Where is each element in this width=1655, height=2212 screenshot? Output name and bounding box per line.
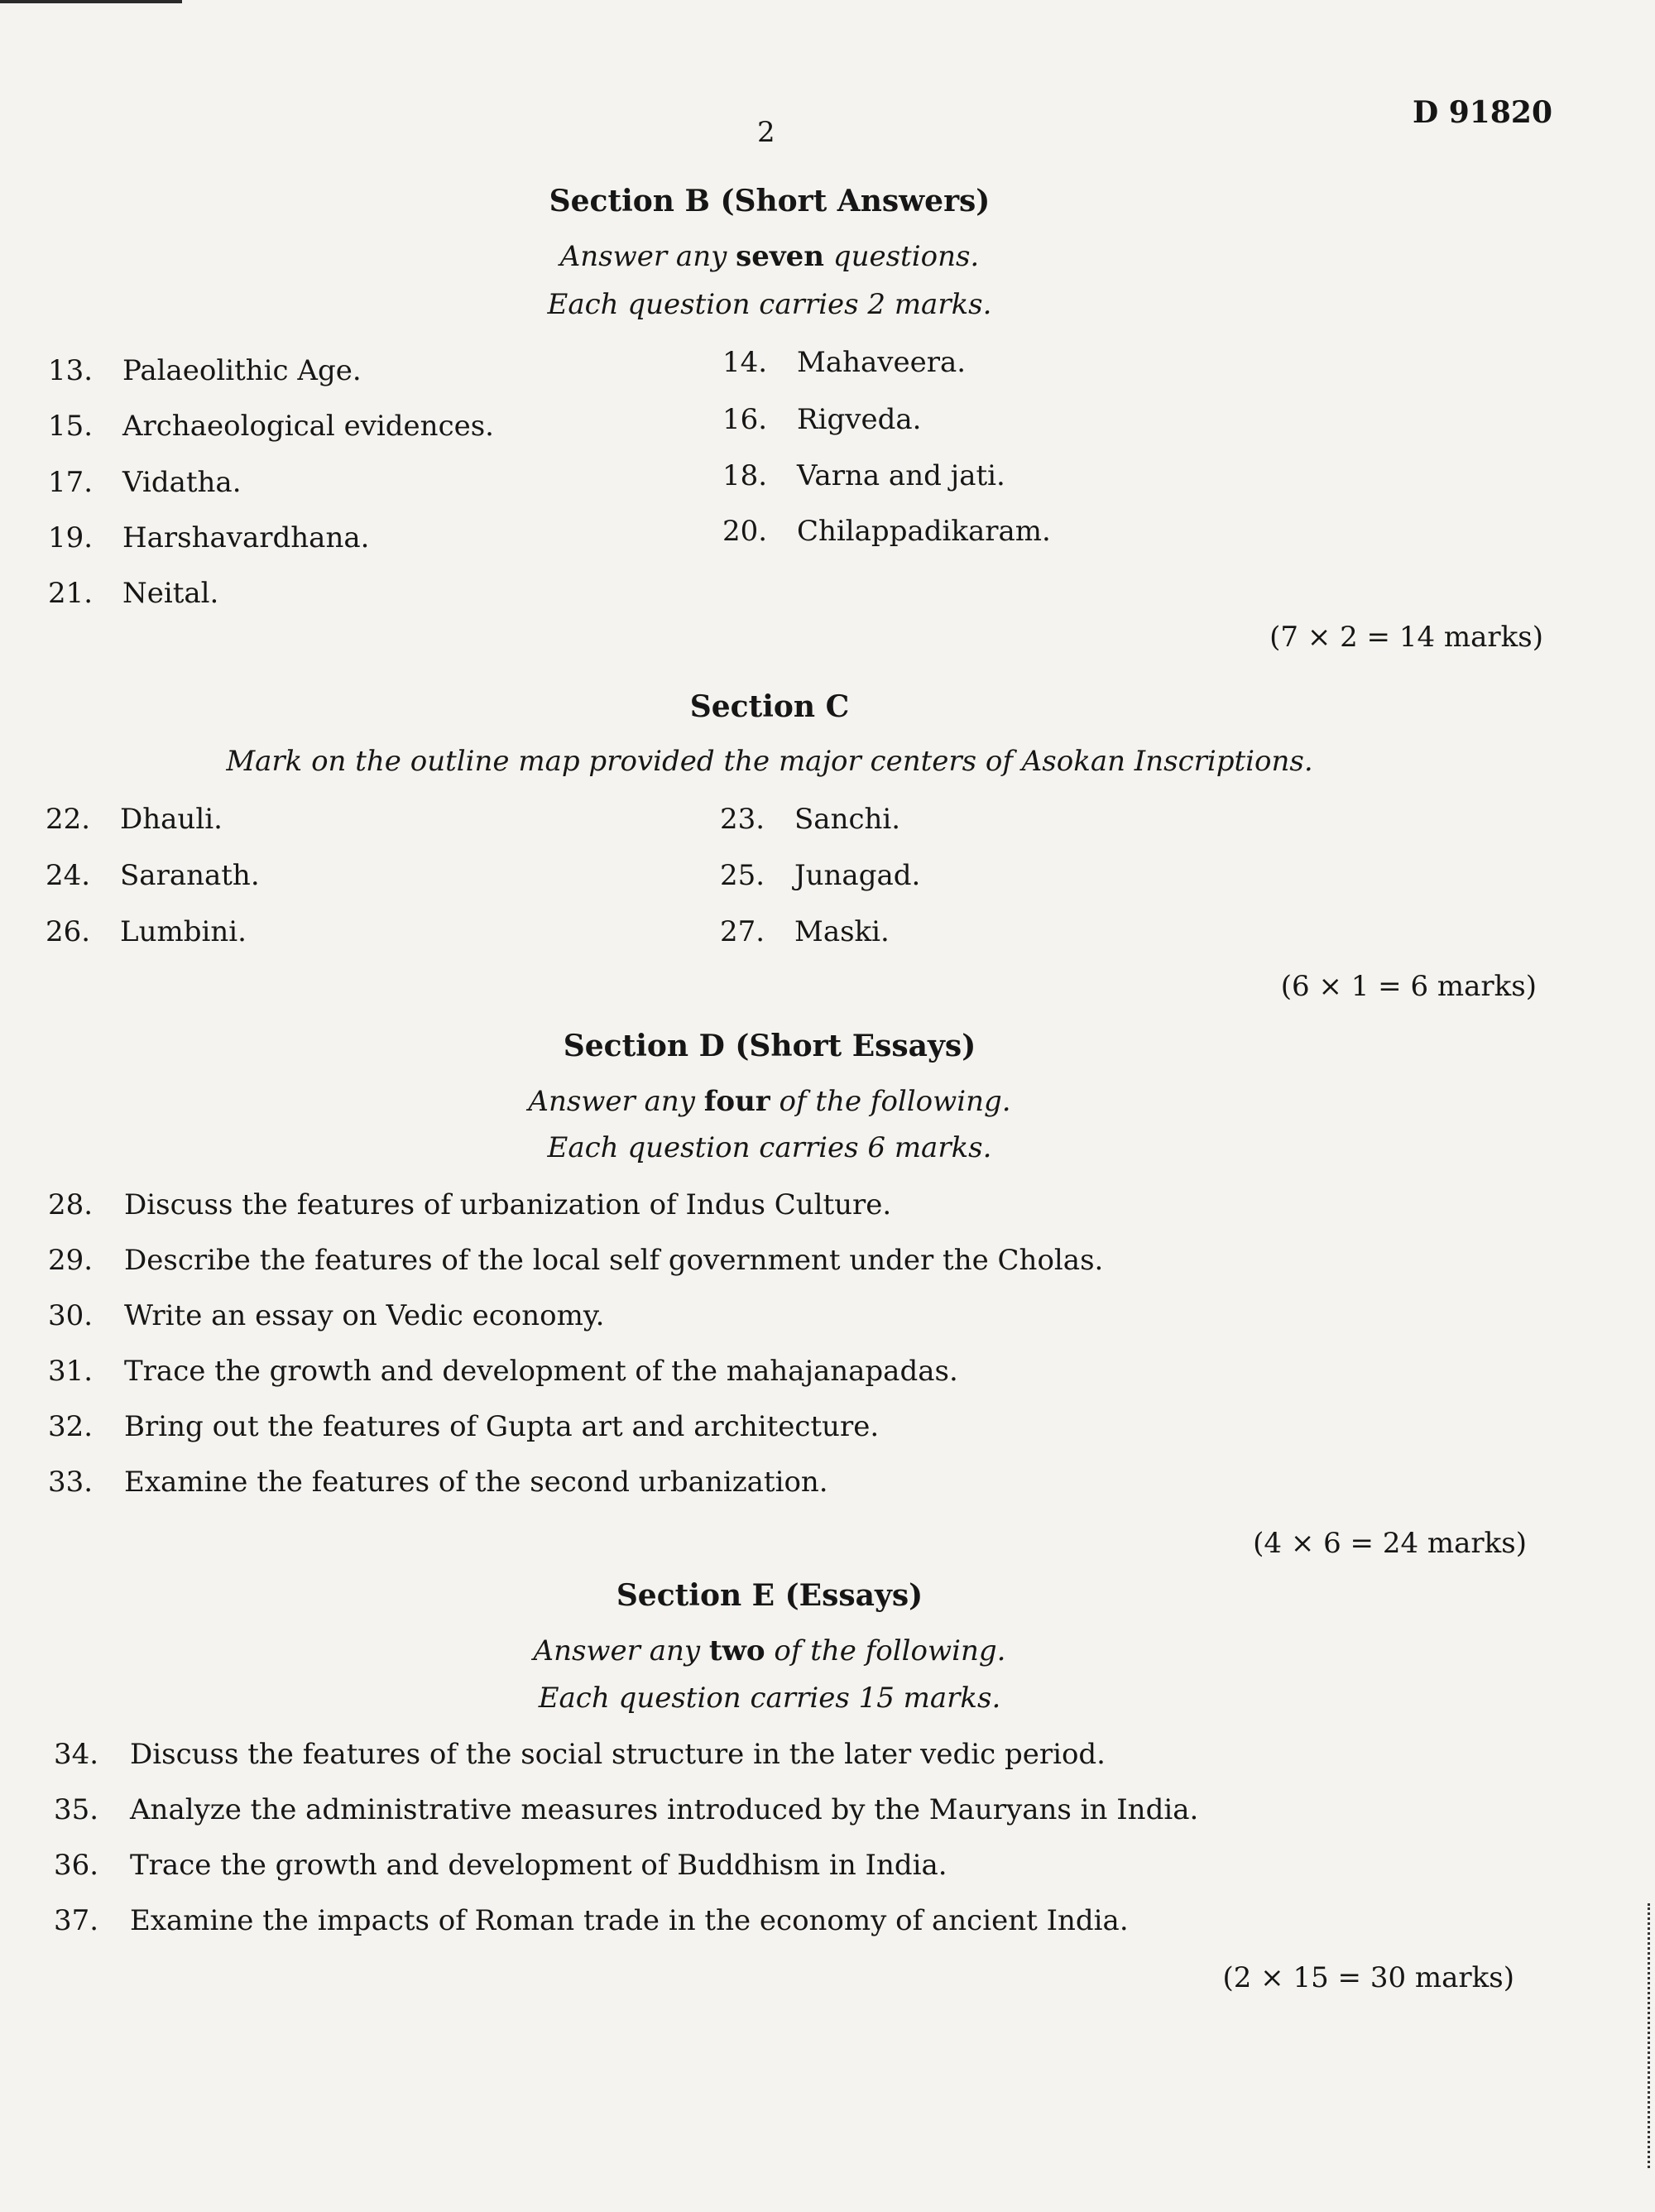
question-27: 27. Maski. bbox=[720, 915, 890, 948]
section-e-title: Section E (Essays) bbox=[616, 1578, 923, 1613]
section-b-marks-line: Each question carries 2 marks. bbox=[547, 288, 992, 321]
question-18: 18. Varna and jati. bbox=[722, 459, 1005, 492]
scan-edge-line bbox=[0, 0, 182, 3]
section-e-instruction: Answer any two of the following. bbox=[533, 1634, 1006, 1667]
question-32: 32. Bring out the features of Gupta art and architecture. bbox=[48, 1410, 880, 1443]
paper-code: D 91820 bbox=[1413, 95, 1552, 130]
section-d-instruction: Answer any four of the following. bbox=[528, 1085, 1011, 1118]
question-30: 30. Write an essay on Vedic economy. bbox=[48, 1299, 605, 1332]
question-37: 37. Examine the impacts of Roman trade in the economy of ancient India. bbox=[54, 1904, 1129, 1937]
question-36: 36. Trace the growth and development of Buddhism in India. bbox=[54, 1849, 947, 1882]
section-c-instruction: Mark on the outline map provided the major centers of Asokan Inscriptions. bbox=[226, 745, 1313, 778]
question-15: 15. Archaeological evidences. bbox=[48, 410, 494, 443]
question-33: 33. Examine the features of the second urbanization. bbox=[48, 1466, 828, 1499]
question-35: 35. Analyze the administrative measures introduced by the Mauryans in India. bbox=[54, 1793, 1199, 1826]
section-c-total-marks: (6 × 1 = 6 marks) bbox=[1280, 970, 1537, 1003]
page-edge-dots bbox=[1644, 1903, 1650, 2168]
question-20: 20. Chilappadikaram. bbox=[722, 515, 1051, 548]
question-29: 29. Describe the features of the local self government under the Cholas. bbox=[48, 1244, 1104, 1277]
question-22: 22. Dhauli. bbox=[46, 803, 223, 836]
question-16: 16. Rigveda. bbox=[722, 403, 922, 436]
question-31: 31. Trace the growth and development of the mahajanapadas. bbox=[48, 1355, 958, 1388]
section-d-marks-line: Each question carries 6 marks. bbox=[547, 1131, 992, 1164]
section-b-title: Section B (Short Answers) bbox=[549, 184, 991, 218]
question-24: 24. Saranath. bbox=[46, 859, 260, 892]
question-13: 13. Palaeolithic Age. bbox=[48, 354, 362, 387]
section-e-marks-line: Each question carries 15 marks. bbox=[538, 1682, 1001, 1715]
question-26: 26. Lumbini. bbox=[46, 915, 247, 948]
page-number: 2 bbox=[757, 116, 775, 149]
question-19: 19. Harshavardhana. bbox=[48, 521, 370, 554]
question-25: 25. Junagad. bbox=[720, 859, 921, 892]
question-28: 28. Discuss the features of urbanization of Indus Culture. bbox=[48, 1188, 892, 1221]
question-14: 14. Mahaveera. bbox=[722, 346, 967, 379]
section-d-title: Section D (Short Essays) bbox=[563, 1029, 976, 1063]
question-34: 34. Discuss the features of the social structure in the later vedic period. bbox=[54, 1738, 1106, 1771]
question-23: 23. Sanchi. bbox=[720, 803, 901, 836]
section-e-total-marks: (2 × 15 = 30 marks) bbox=[1222, 1961, 1514, 1994]
section-b-total-marks: (7 × 2 = 14 marks) bbox=[1269, 621, 1543, 654]
section-c-title: Section C bbox=[689, 689, 850, 724]
question-21: 21. Neital. bbox=[48, 577, 219, 610]
section-d-total-marks: (4 × 6 = 24 marks) bbox=[1253, 1527, 1527, 1560]
question-17: 17. Vidatha. bbox=[48, 466, 242, 499]
section-b-instruction: Answer any seven questions. bbox=[559, 240, 980, 273]
